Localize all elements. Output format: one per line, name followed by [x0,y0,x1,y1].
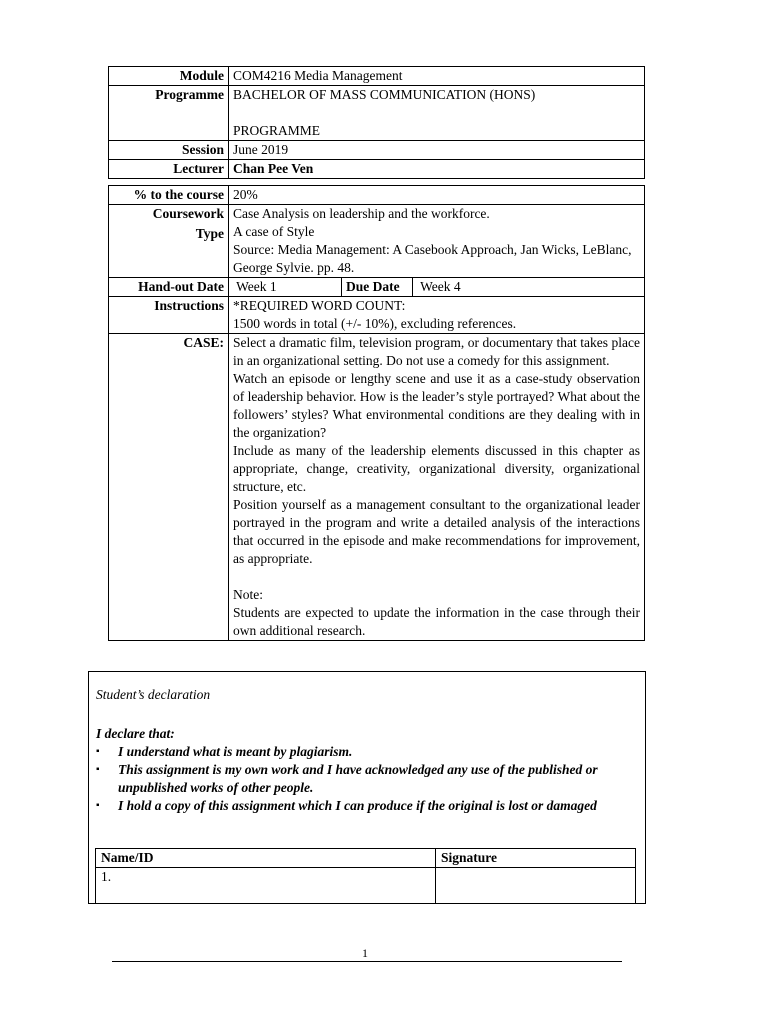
instructions-line-1: *REQUIRED WORD COUNT: [233,298,406,313]
case-label: CASE: [109,334,229,641]
session-row [109,141,645,160]
due-label: Due Date [342,278,413,297]
declaration-item [96,743,641,761]
case-row [109,334,645,641]
student-declaration-box [88,671,646,904]
percent-label: % to the course [109,186,229,205]
case-gap [233,568,640,586]
declaration-item-text: This assignment is my own work and I have acknowledged any use of the published or unpublished works of other people. [118,762,598,795]
footer-rule [112,961,622,962]
coursework-type-label [109,205,229,278]
programme-value-line-2: PROGRAMME [233,123,321,138]
instructions-row [109,297,645,334]
type-label: Type [195,226,224,241]
programme-value-line-1: BACHELOR OF MASS COMMUNICATION (HONS) [233,87,536,102]
programme-row [109,86,645,141]
page-number: 1 [362,946,368,960]
handout-value: Week 1 [229,278,342,297]
bullet-icon: ▪ [96,800,100,811]
case-text [229,334,645,641]
declaration-item-text: I hold a copy of this assignment which I can produce if the original is lost or damaged [118,798,597,813]
case-paragraph-2: Watch an episode or lengthy scene and use it as a case-study observation of leadership behavior. How is the leader’s style portrayed? What about the followers’ styles? What environmental conditions are they dealing with in the organization? [233,371,640,440]
programme-label: Programme [109,86,229,141]
dates-row [109,278,645,297]
programme-gap [233,104,640,122]
module-value: COM4216 Media Management [229,67,645,86]
instructions-line-2: 1500 words in total (+/- 10%), excluding references. [233,316,517,331]
coursework-table [108,185,645,641]
declaration-item [96,761,641,797]
module-row [109,67,645,86]
percent-row [109,186,645,205]
declaration-title: Student’s declaration [96,687,211,702]
declaration-item-text: I understand what is meant by plagiarism. [118,744,353,759]
module-info-table [108,66,645,179]
case-paragraph-4: Position yourself as a management consultant to the organizational leader portrayed in the program and write a detailed analysis of the interactions that occurred in the episode and make recommendations for improvement, as appropriate. [233,497,640,566]
coursework-label: Coursework [152,206,224,221]
signature-row [96,868,636,904]
case-paragraph-3: Include as many of the leadership elements discussed in this chapter as appropriate, change, creativity, organizational diversity, organizational structure, etc. [233,443,640,494]
session-value: June 2019 [229,141,645,160]
note-text: Students are expected to update the information in the case through their own additional research. [233,605,640,638]
type-line-1: Case Analysis on leadership and the workforce. [233,206,490,221]
signature-table [95,848,636,904]
lecturer-row [109,160,645,179]
due-value: Week 4 [413,278,645,297]
declaration-item [96,797,641,815]
instructions-value [229,297,645,334]
note-label: Note: [233,587,263,602]
programme-value [229,86,645,141]
instructions-label: Instructions [109,297,229,334]
type-line-3: Source: Media Management: A Casebook Approach, Jan Wicks, LeBlanc, George Sylvie. pp. 48. [233,242,632,275]
lecturer-label: Lecturer [109,160,229,179]
name-id-field[interactable]: 1. [96,868,436,904]
type-line-2: A case of Style [233,224,315,239]
coursework-type-row [109,205,645,278]
percent-value: 20% [229,186,645,205]
declaration-list [96,743,641,815]
signature-header-row [96,849,636,868]
signature-field[interactable] [436,868,636,904]
declaration-intro: I declare that: [96,726,175,741]
session-label: Session [109,141,229,160]
signature-header: Signature [436,849,636,868]
coursework-type-value [229,205,645,278]
bullet-icon: ▪ [96,746,100,757]
bullet-icon: ▪ [96,764,100,775]
case-paragraph-1: Select a dramatic film, television program, or documentary that takes place in an organizational setting. Do not use a comedy for this assignment. [233,335,640,368]
handout-label: Hand-out Date [109,278,229,297]
name-id-header: Name/ID [96,849,436,868]
module-label: Module [109,67,229,86]
lecturer-value: Chan Pee Ven [229,160,645,179]
